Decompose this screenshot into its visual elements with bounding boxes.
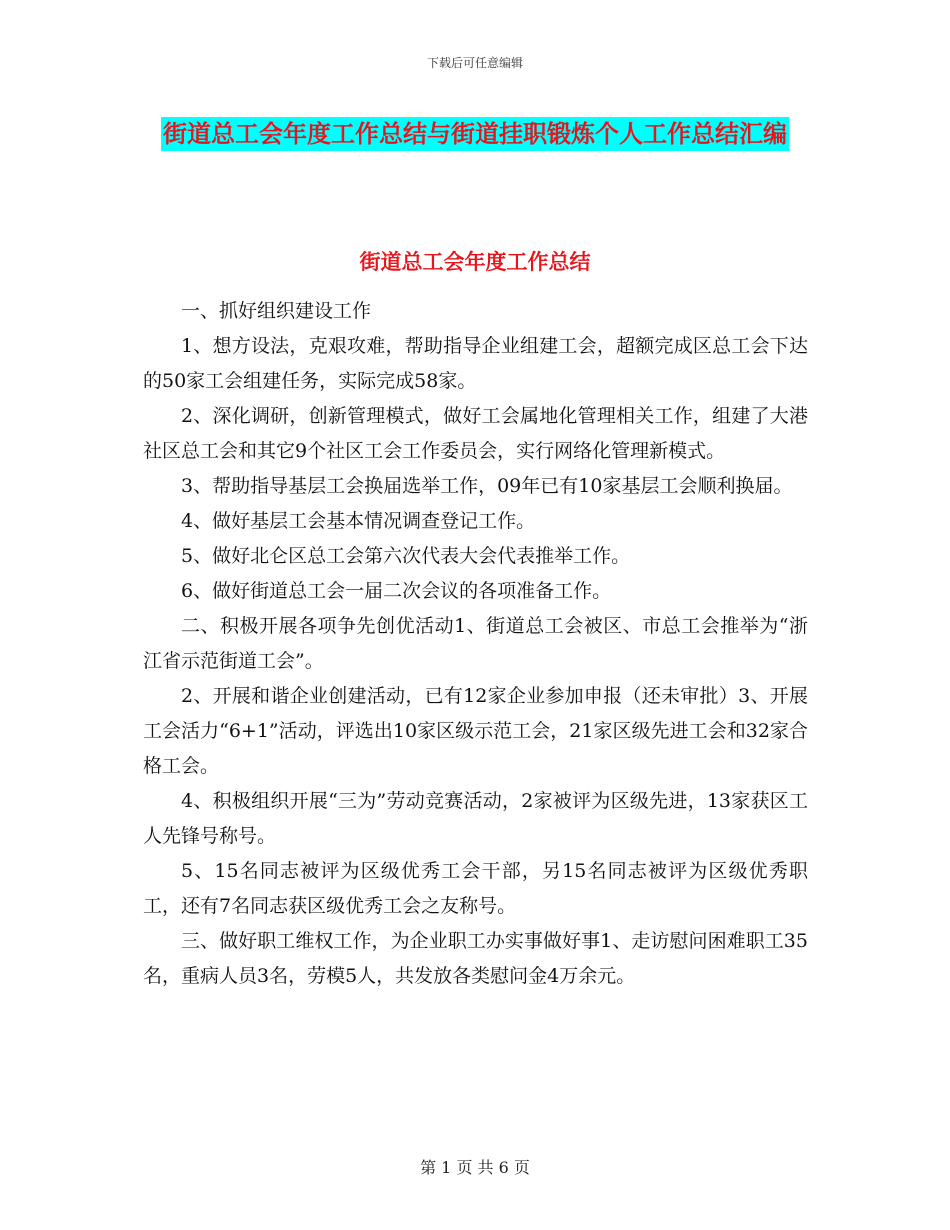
paragraph: 5、做好北仑区总工会第六次代表大会代表推举工作。 — [181, 545, 631, 567]
header-note: 下载后可任意编辑 — [426, 56, 523, 70]
paragraph: 1、想方设法，克艰攻难，帮助指导企业组建工会，超额完成区总工会下达的50家工会组建任务，实际完成58家。 — [143, 335, 808, 392]
paragraph: 2、开展和谐企业创建活动，已有12家企业参加申报（还未审批）3、开展工会活力“6+1”活动，评选出10家区级示范工会，21家区级先进工会和32家合格工会。 — [143, 685, 808, 777]
paragraph: 一、抓好组织建设工作 — [181, 300, 372, 322]
document-body — [143, 294, 808, 994]
paragraph: 3、帮助指导基层工会换届选举工作，09年已有10家基层工会顺利换届。 — [181, 475, 793, 497]
page-footer: 第 1 页 共 6 页 — [420, 1158, 530, 1177]
paragraph: 4、积极组织开展“三为”劳动竞赛活动，2家被评为区级先进，13家获区工人先锋号称号。 — [143, 790, 808, 847]
paragraph: 二、积极开展各项争先创优活动1、街道总工会被区、市总工会推举为“浙江省示范街道工会”。 — [143, 615, 808, 672]
paragraph: 4、做好基层工会基本情况调查登记工作。 — [181, 510, 536, 532]
document-title-text: 街道总工会年度工作总结与街道挂职锻炼个人工作总结汇编 — [161, 117, 789, 151]
document-title — [140, 108, 810, 160]
paragraph: 6、做好街道总工会一届二次会议的各项准备工作。 — [181, 580, 612, 602]
paragraph: 5、15名同志被评为区级优秀工会干部，另15名同志被评为区级优秀职工，还有7名同志获区级优秀工会之友称号。 — [143, 860, 808, 917]
paragraph: 2、深化调研，创新管理模式，做好工会属地化管理相关工作，组建了大港社区总工会和其它9个社区工会工作委员会，实行网络化管理新模式。 — [143, 405, 808, 462]
paragraph: 三、做好职工维权工作，为企业职工办实事做好事1、走访慰问困难职工35名，重病人员3名，劳模5人，共发放各类慰问金4万余元。 — [143, 930, 808, 987]
section-title: 街道总工会年度工作总结 — [359, 250, 591, 274]
